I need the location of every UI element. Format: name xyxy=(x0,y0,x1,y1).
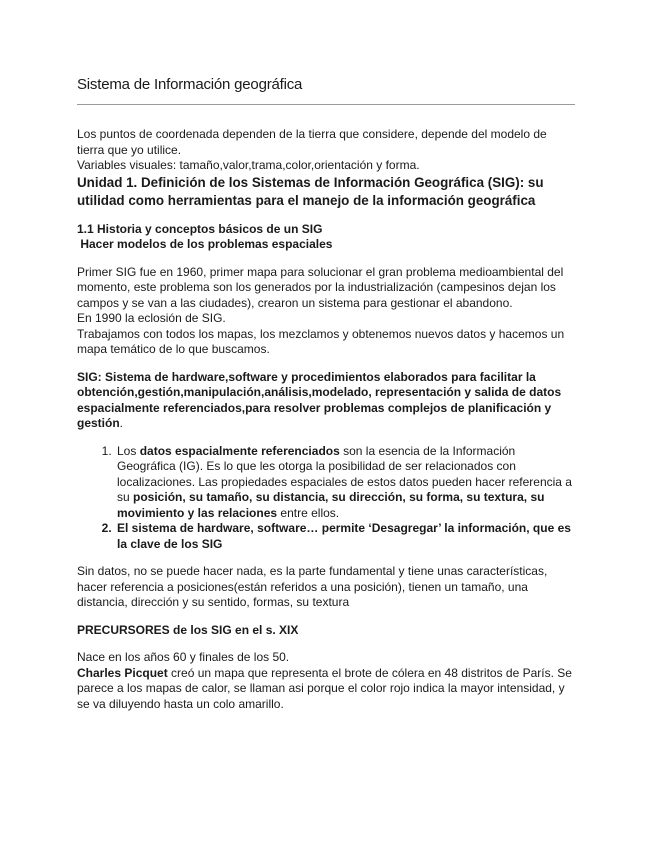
list-item-emphasis: posición, su tamaño, su distancia, su dirección, su forma, su textura, su movimiento y las relaciones xyxy=(117,490,545,520)
maps-paragraph: Trabajamos con todos los mapas, los mezclamos y obtenemos nuevos datos y hacemos un mapa temático de lo que buscamos. xyxy=(77,326,565,356)
unit-heading: Unidad 1. Definición de los Sistemas de Información Geográfica (SIG): su utilidad como herramientas para el manejo de la información geográfica xyxy=(77,174,544,208)
picquet-name: Charles Picquet xyxy=(77,665,168,680)
sig-definition-paragraph xyxy=(77,370,577,432)
sig-definition: SIG: Sistema de hardware,software y procedimientos elaborados para facilitar la obtención,gestión,manipulación,análisis,modelado, representación y salida de datos espacialmente referenciados,para resolver problemas complejos de planificación y gestión xyxy=(77,369,562,430)
document-title: Sistema de Información geográfica xyxy=(77,76,303,93)
section-subheading: Hacer modelos de los problemas espaciales xyxy=(77,237,333,251)
title-divider xyxy=(77,104,575,105)
sin-datos-paragraph: Sin datos, no se puede hacer nada, es la parte fundamental y tiene unas características, hacer referencia a posiciones(están referidos a una posición), tienen un tamaño, una distancia, dirección y su sentido, formas, su textura xyxy=(77,564,548,609)
document-body xyxy=(77,127,577,712)
numbered-list xyxy=(77,444,577,553)
list-item-emphasis: datos espacialmente referenciados xyxy=(139,443,340,458)
precursores-heading: PRECURSORES de los SIG en el s. XIX xyxy=(77,622,299,637)
intro-paragraph: Los puntos de coordenada dependen de la tierra que considere, depende del modelo de tierra que yo utilice. xyxy=(77,127,547,157)
nace-paragraph: Nace en los años 60 y finales de los 50. xyxy=(77,650,290,664)
eclosion-paragraph: En 1990 la eclosión de SIG. xyxy=(77,311,226,325)
list-item-text: entre ellos. xyxy=(277,505,340,520)
list-item-text: son la esencia de la Información Geográfica (IG). Es lo que les otorga la posibilidad de ser relacionados con localizaciones. Las propiedades espaciales de estos datos pueden hacer referencia a su xyxy=(117,443,572,504)
list-item-text: Los xyxy=(117,443,140,458)
list-item: 2. El sistema de hardware, software… permite ‘Desagregar’ la información, que es la clave de los SIG xyxy=(115,521,577,552)
history-paragraph: Primer SIG fue en 1960, primer mapa para solucionar el gran problema medioambiental del momento, este problema son los generados por la industrialización (campesinos dejan los campos y se van a las ciudades), crearon un sistema para gestionar el abandono. xyxy=(77,264,564,310)
section-heading: 1.1 Historia y conceptos básicos de un SIG xyxy=(77,221,323,236)
list-item xyxy=(115,444,577,522)
picquet-paragraph xyxy=(77,666,577,713)
picquet-text: creó un mapa que representa el brote de cólera en 48 distritos de París. Se parece a los mapas de calor, se llaman asi porque el color rojo indica la mayor intensidad, y se va diluyendo hasta un colo amarillo. xyxy=(77,665,572,711)
visual-variables-paragraph: Variables visuales: tamaño,valor,trama,color,orientación y forma. xyxy=(77,158,420,172)
sig-definition-end: . xyxy=(119,416,124,430)
